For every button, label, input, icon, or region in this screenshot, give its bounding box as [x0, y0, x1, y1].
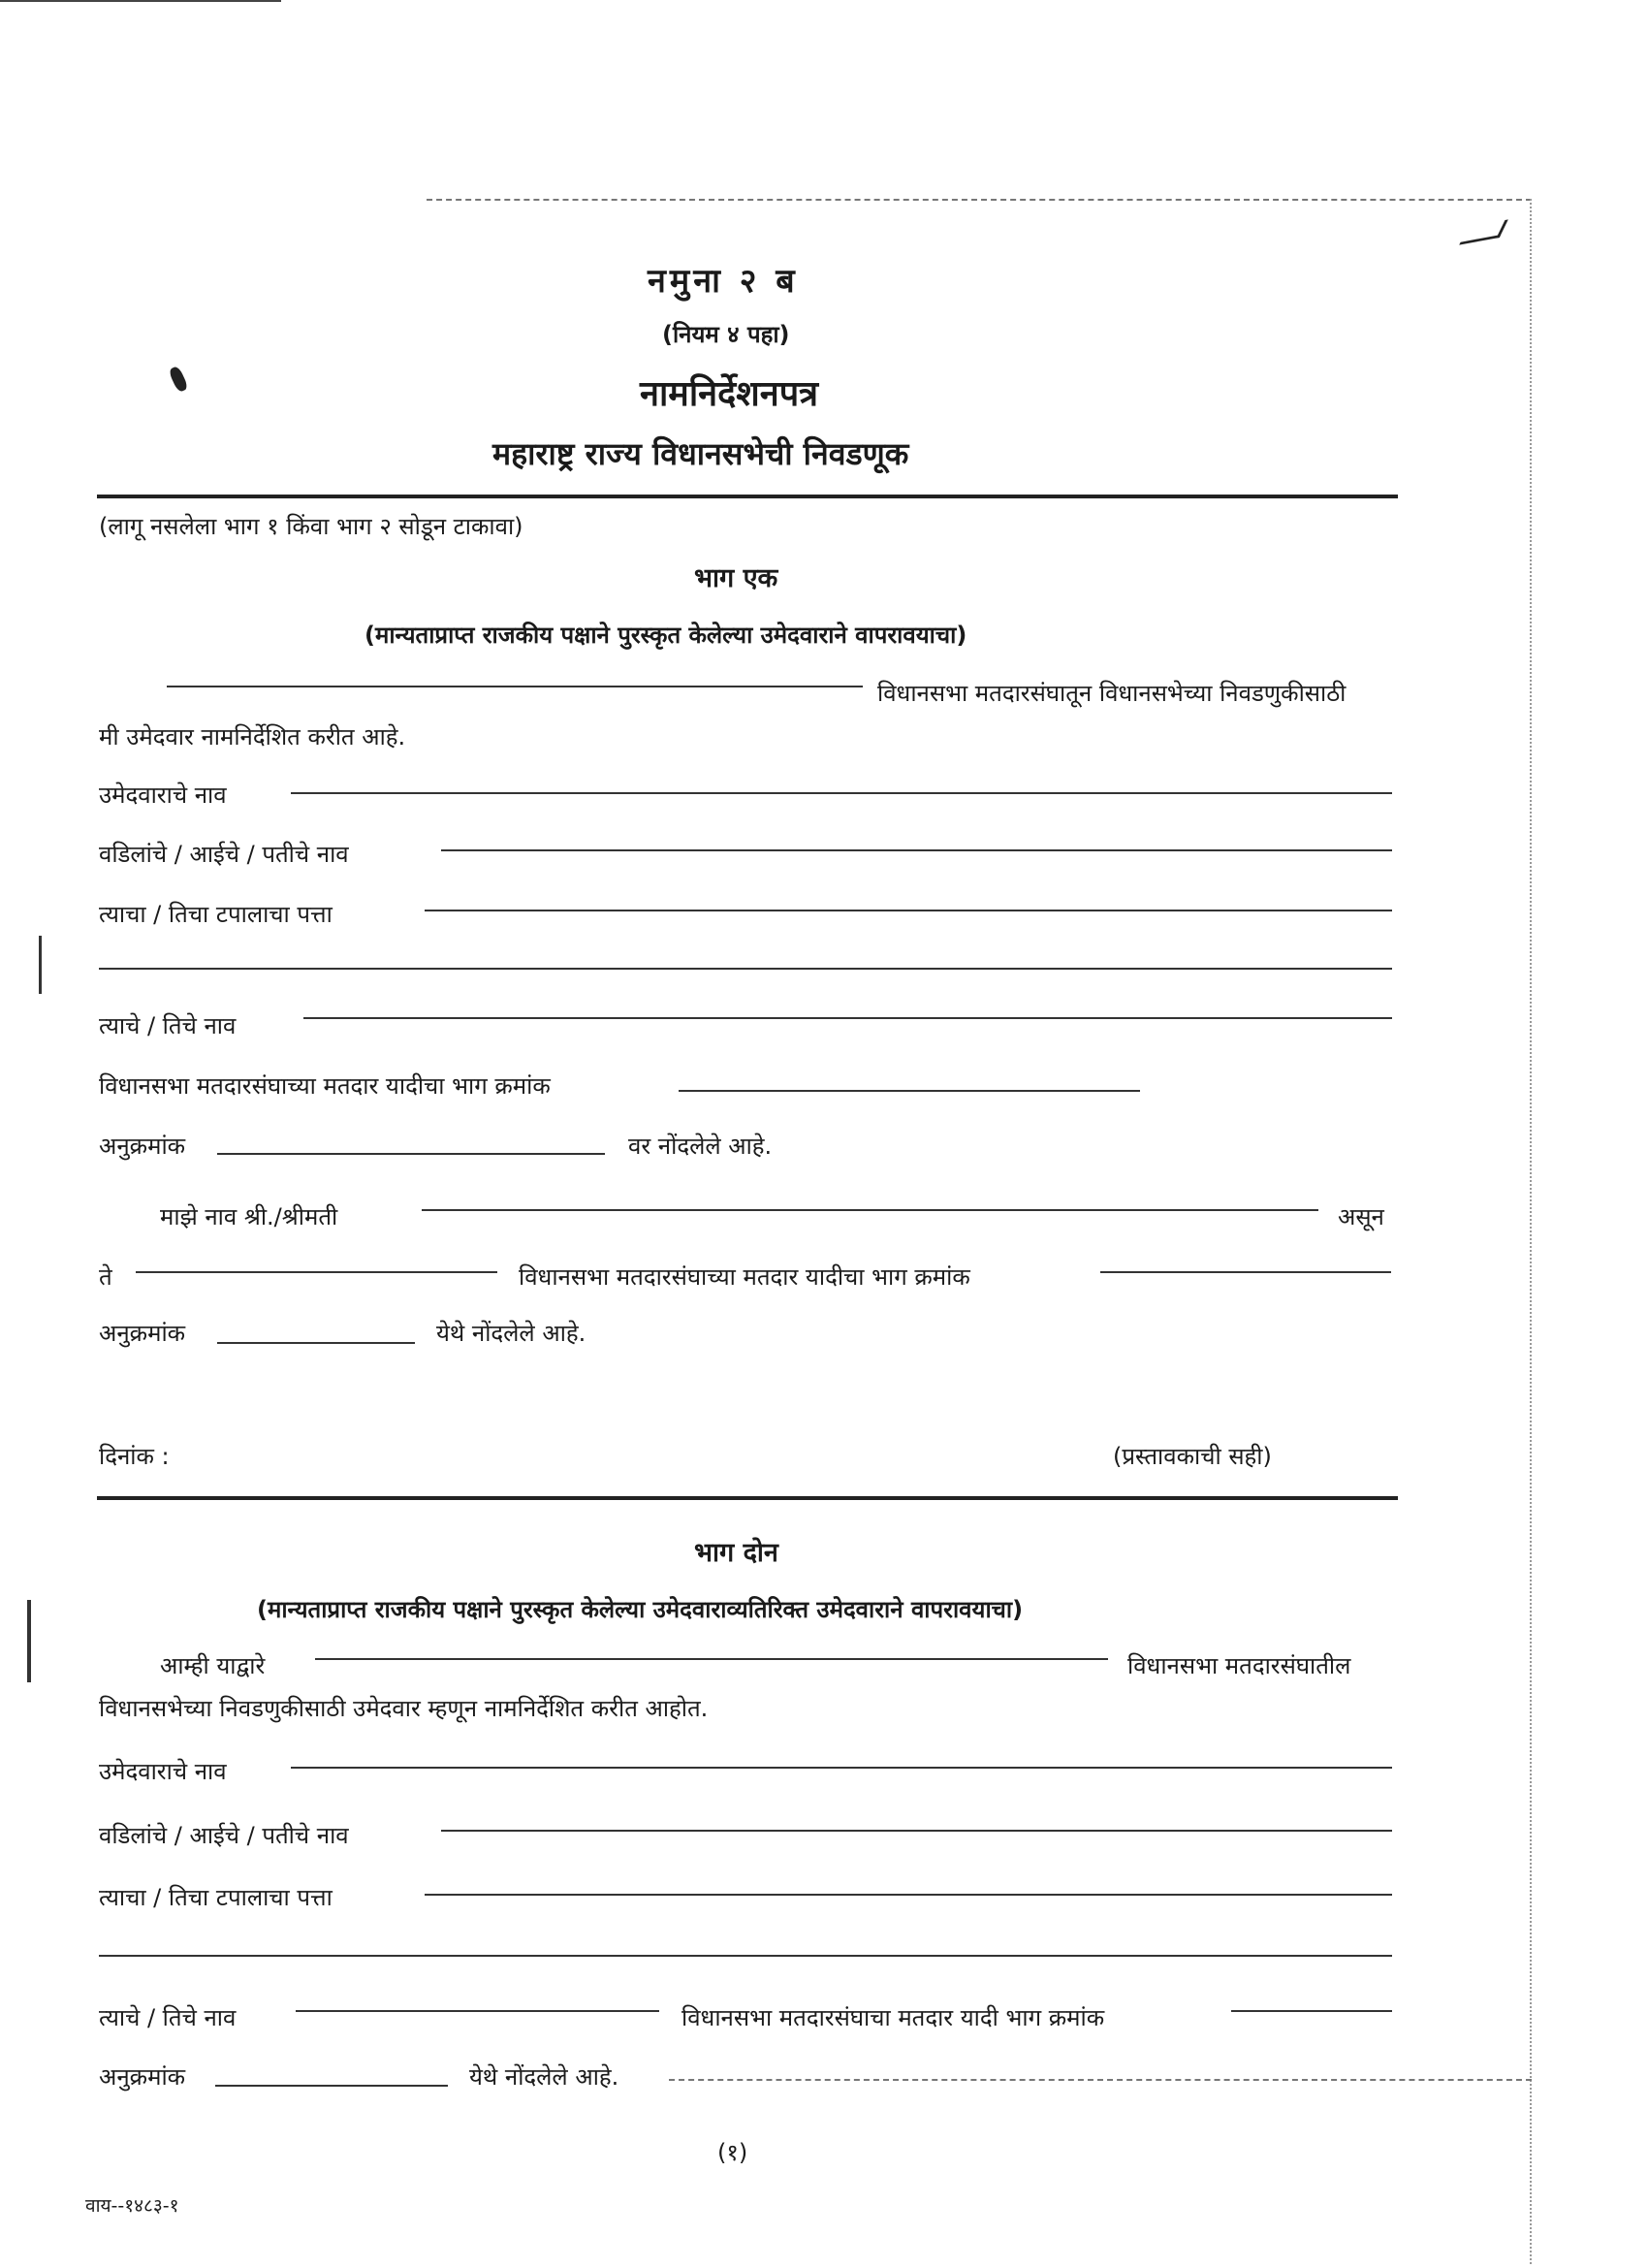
- address-field-1b[interactable]: [99, 968, 1392, 970]
- address-label-1: त्याचा / तिचा टपालाचा पत्ता: [99, 901, 333, 928]
- te-text: ते: [99, 1263, 112, 1291]
- registered-here-text-2: येथे नोंदलेले आहे.: [469, 2063, 619, 2091]
- roll-part-label-1: विधानसभा मतदारसंघाच्या मतदार यादीचा भाग क्रमांक: [99, 1072, 551, 1100]
- proposer-signature-label: (प्रस्तावकाची सही): [1113, 1443, 1272, 1470]
- serial-field-2[interactable]: [217, 1342, 415, 1344]
- roll-part-label-2: विधानसभा मतदारसंघाचा मतदार यादी भाग क्रमांक: [681, 2004, 1105, 2031]
- his-her-name-field-2[interactable]: [296, 2010, 659, 2012]
- date-label: दिनांक :: [99, 1443, 170, 1470]
- candidate-name-field-1[interactable]: [291, 792, 1392, 794]
- nomination-statement-1: मी उमेदवार नामनिर्देशित करीत आहे.: [99, 723, 406, 751]
- constituency-field-1[interactable]: [167, 686, 863, 687]
- serial-field-3[interactable]: [215, 2085, 448, 2087]
- serial-label-2: अनुक्रमांक: [99, 1320, 186, 1347]
- instruction-note: (लागू नसलेला भाग १ किंवा भाग २ सोडून टाकावा): [99, 513, 523, 540]
- margin-ink-mark: [39, 936, 42, 994]
- candidate-name-label-2: उमेदवाराचे नाव: [99, 1758, 227, 1785]
- proposer-name-label: माझे नाव श्री./श्रीमती: [160, 1203, 338, 1230]
- part-two-heading: भाग दोन: [694, 1538, 778, 1568]
- part-two-subheading: (मान्यताप्राप्त राजकीय पक्षाने पुरस्कृत केलेल्या उमेदवाराव्यतिरिक्त उमेदवाराने वापरावयाचा): [257, 1596, 1024, 1623]
- part-one-heading: भाग एक: [694, 563, 778, 593]
- candidate-name-label-1: उमेदवाराचे नाव: [99, 782, 227, 809]
- asun-text: असून: [1338, 1203, 1384, 1230]
- scan-right-edge: [1530, 199, 1532, 2264]
- print-code: वाय--१४८३-१: [85, 2195, 179, 2217]
- parent-name-label-1: वडिलांचे / आईचे / पतीचे नाव: [99, 841, 349, 868]
- parent-name-field-2[interactable]: [441, 1830, 1392, 1832]
- part-one-subheading: (मान्यताप्राप्त राजकीय पक्षाने पुरस्कृत केलेल्या उमेदवाराने वापरावयाचा): [364, 622, 967, 649]
- roll-part-field-2[interactable]: [1231, 2010, 1392, 2012]
- address-label-2: त्याचा / तिचा टपालाचा पत्ता: [99, 1884, 333, 1911]
- constituency-field-2[interactable]: [315, 1658, 1108, 1660]
- proposer-roll-label: विधानसभा मतदारसंघाच्या मतदार यादीचा भाग क्रमांक: [519, 1263, 970, 1291]
- rule-reference: (नियम ४ पहा): [662, 321, 790, 348]
- page-number: (१): [717, 2139, 748, 2166]
- proposer-name-field[interactable]: [422, 1209, 1318, 1211]
- nomination-statement-2: विधानसभेच्या निवडणुकीसाठी उमेदवार म्हणून नामनिर्देशित करीत आहोत.: [99, 1695, 709, 1722]
- his-her-name-field-1[interactable]: [303, 1017, 1392, 1019]
- serial-label-3: अनुक्रमांक: [99, 2063, 186, 2091]
- parent-name-field-1[interactable]: [441, 849, 1392, 851]
- form-number: नमुना २ ब: [648, 262, 799, 301]
- part-divider: [97, 1496, 1398, 1500]
- scan-dashed-border: [427, 199, 1532, 201]
- proposer-roll-field[interactable]: [1100, 1271, 1391, 1273]
- his-her-name-label-1: त्याचे / तिचे नाव: [99, 1012, 237, 1039]
- we-label: आम्ही याद्वारे: [160, 1652, 266, 1679]
- registered-above-text: वर नोंदलेले आहे.: [628, 1133, 773, 1160]
- constituency-suffix-1: विधानसभा मतदारसंघातून विधानसभेच्या निवडणुकीसाठी: [877, 680, 1347, 707]
- margin-ink-mark: [27, 1600, 31, 1682]
- page-subtitle: महाराष्ट्र राज्य विधानसभेची निवडणूक: [492, 435, 909, 472]
- address-field-2a[interactable]: [425, 1894, 1392, 1896]
- scan-bottom-dashed: [669, 2079, 1532, 2081]
- parent-name-label-2: वडिलांचे / आईचे / पतीचे नाव: [99, 1822, 349, 1849]
- ink-blot-mark: [168, 366, 189, 394]
- address-field-2b[interactable]: [99, 1955, 1392, 1957]
- candidate-name-field-2[interactable]: [291, 1767, 1392, 1769]
- serial-label-1: अनुक्रमांक: [99, 1133, 186, 1160]
- address-field-1a[interactable]: [425, 910, 1392, 911]
- check-mark-icon: [1459, 219, 1508, 244]
- proposer-constituency-field[interactable]: [136, 1271, 497, 1273]
- header-divider: [97, 495, 1398, 498]
- his-her-name-label-2: त्याचे / तिचे नाव: [99, 2004, 237, 2031]
- constituency-suffix-2: विधानसभा मतदारसंघातील: [1127, 1652, 1351, 1679]
- scan-top-edge: [0, 0, 281, 2]
- roll-part-field-1[interactable]: [679, 1090, 1140, 1092]
- registered-here-text-1: येथे नोंदलेले आहे.: [436, 1320, 586, 1347]
- page-title: नामनिर्देशनपत्र: [640, 374, 819, 414]
- serial-field-1[interactable]: [217, 1153, 605, 1155]
